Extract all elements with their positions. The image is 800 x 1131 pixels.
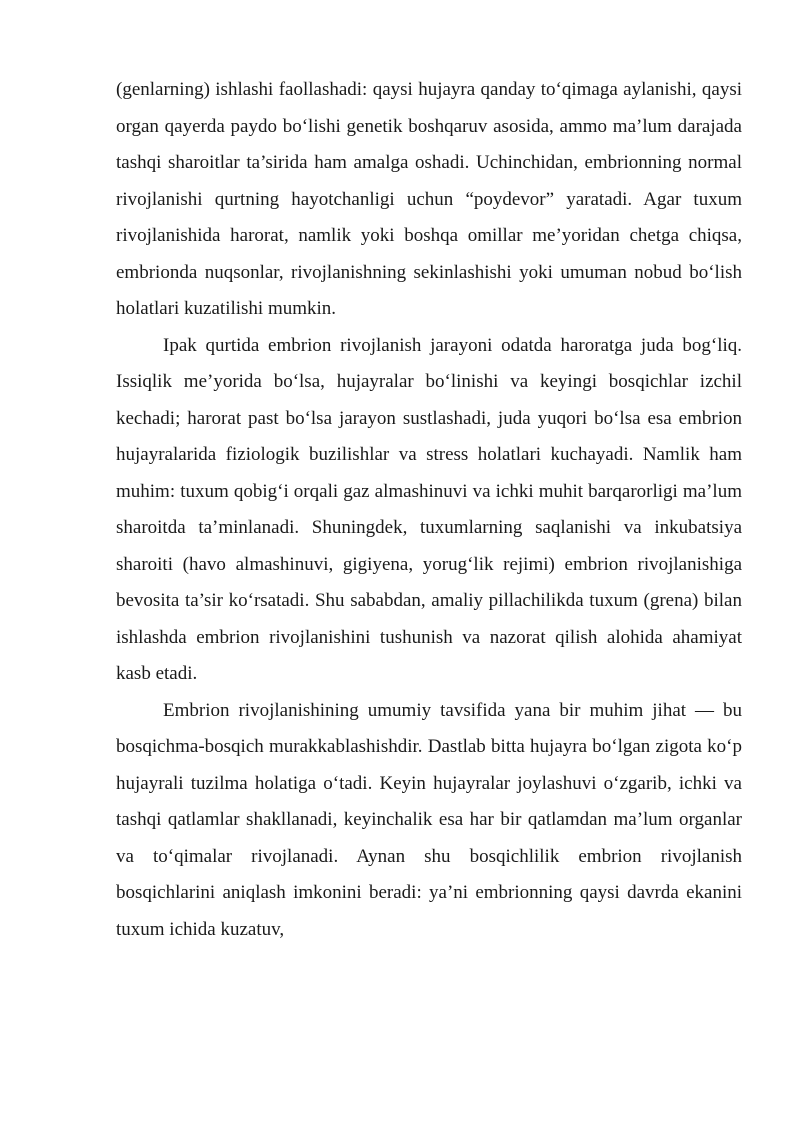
- document-page: [116, 72, 742, 948]
- paragraph-stepwise-complexity: Embrion rivojlanishining umumiy tavsifida yana bir muhim jihat — bu bosqichma-bosqich murakkablashishdir. Dastlab bitta hujayra bo‘lgan zigota ko‘p hujayrali tuzilma holatiga o‘tadi. Keyin hujayralar joylashuvi o‘zgarib, ichki va tashqi qatlamlar shakllanadi, keyinchalik esa har bir qatlamdan ma’lum organlar va to‘qimalar rivojlanadi. Aynan shu bosqichlilik embrion rivojlanish bosqichlarini aniqlash imkonini beradi: ya’ni embrionning qaysi davrda ekanini tuxum ichida kuzatuv,: [116, 699, 742, 940]
- paragraph-temperature-humidity: Ipak qurtida embrion rivojlanish jarayoni odatda haroratga juda bog‘liq. Issiqlik me’yorida bo‘lsa, hujayralar bo‘linishi va keyingi bosqichlar izchil kechadi; harorat past bo‘lsa jarayon sustlashadi, juda yuqori bo‘lsa esa embrion hujayralarida fiziologik buzilishlar va stress holatlari kuchayadi. Namlik ham muhim: tuxum qobig‘i orqali gaz almashinuvi va ichki muhit barqarorligi ma’lum sharoitda ta’minlanadi. Shuningdek, tuxumlarning saqlanishi va inkubatsiya sharoiti (havo almashinuvi, gigiyena, yorug‘lik rejimi) embrion rivojlanishiga bevosita ta’sir ko‘rsatadi. Shu sababdan, amaliy pillachilikda tuxum (grena) bilan ishlashda embrion rivojlanishini tushunish va nazorat qilish alohida ahamiyat kasb etadi.: [116, 334, 742, 684]
- paragraph-continued: (genlarning) ishlashi faollashadi: qaysi hujayra qanday to‘qimaga aylanishi, qaysi organ qayerda paydo bo‘lishi genetik boshqaruv asosida, ammo ma’lum darajada tashqi sharoitlar ta’sirida ham amalga oshadi. Uchinchidan, embrionning normal rivojlanishi qurtning hayotchanligi uchun “poydevor” yaratadi. Agar tuxum rivojlanishida harorat, namlik yoki boshqa omillar me’yoridan chetga chiqsa, embrionda nuqsonlar, rivojlanishning sekinlashishi yoki umuman nobud bo‘lish holatlari kuzatilishi mumkin.: [116, 79, 742, 319]
